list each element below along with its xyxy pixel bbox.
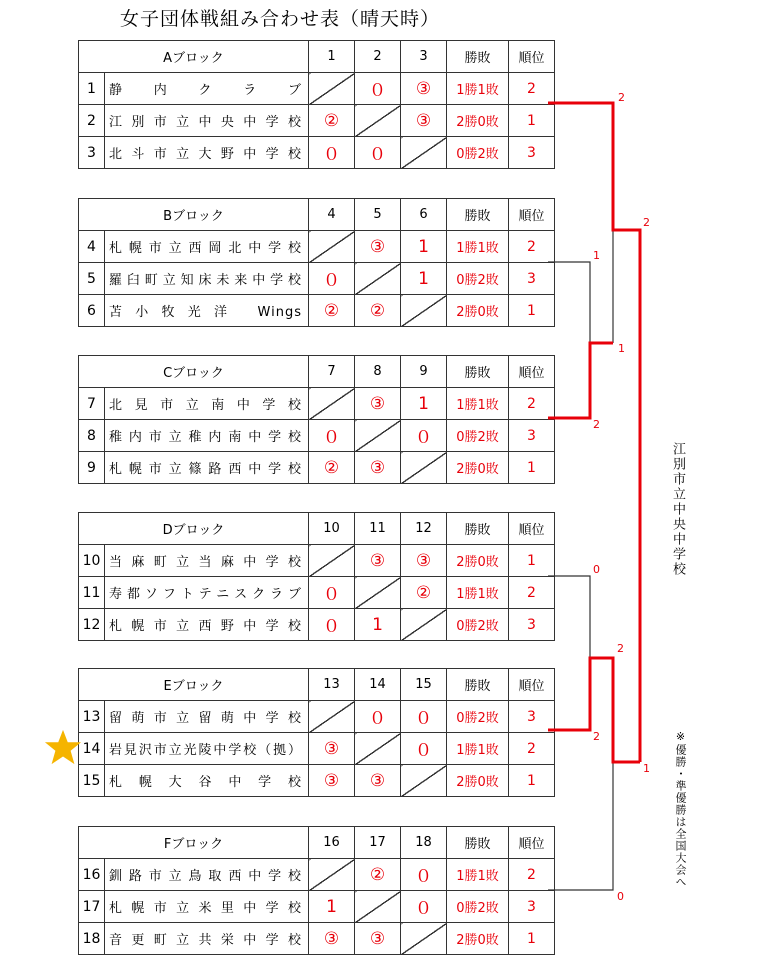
match-result: ② — [309, 452, 355, 484]
team-name: 札幌市立西野中学校 — [105, 609, 309, 641]
team-record: 1勝1敗 — [447, 859, 509, 891]
team-number: 13 — [79, 701, 105, 733]
team-rank: 3 — [509, 891, 555, 923]
column-number: 11 — [355, 513, 401, 545]
column-number: 5 — [355, 199, 401, 231]
team-number: 12 — [79, 609, 105, 641]
team-rank: 3 — [509, 420, 555, 452]
team-record: 0勝2敗 — [447, 420, 509, 452]
record-header: 勝敗 — [447, 669, 509, 701]
match-result: ② — [355, 859, 401, 891]
team-name: 北見市立南中学校 — [105, 388, 309, 420]
column-number: 17 — [355, 827, 401, 859]
match-result: ０ — [355, 137, 401, 169]
team-number: 18 — [79, 923, 105, 955]
bracket-win-c — [548, 343, 613, 418]
team-rank: 1 — [509, 545, 555, 577]
match-result: 1 — [355, 609, 401, 641]
team-name: 当麻町立当麻中学校 — [105, 545, 309, 577]
team-number: 5 — [79, 263, 105, 295]
team-number: 10 — [79, 545, 105, 577]
nationals-note: ※優勝・準優勝は全国大会へ — [674, 730, 687, 888]
team-number: 4 — [79, 231, 105, 263]
rank-header: 順位 — [509, 827, 555, 859]
match-result: ０ — [309, 263, 355, 295]
team-rank: 1 — [509, 765, 555, 797]
team-record: 2勝0敗 — [447, 923, 509, 955]
match-result: ③ — [355, 545, 401, 577]
team-record: 2勝0敗 — [447, 295, 509, 327]
team-number: 1 — [79, 73, 105, 105]
team-record: 0勝2敗 — [447, 609, 509, 641]
team-rank: 1 — [509, 105, 555, 137]
record-header: 勝敗 — [447, 827, 509, 859]
team-rank: 2 — [509, 859, 555, 891]
record-header: 勝敗 — [447, 356, 509, 388]
team-rank: 1 — [509, 295, 555, 327]
score-b: 1 — [593, 249, 600, 262]
bracket-line-b — [548, 262, 590, 343]
team-record: 2勝0敗 — [447, 765, 509, 797]
column-number: 3 — [401, 41, 447, 73]
team-record: 1勝1敗 — [447, 577, 509, 609]
team-rank: 2 — [509, 73, 555, 105]
team-record: 1勝1敗 — [447, 388, 509, 420]
team-rank: 1 — [509, 452, 555, 484]
match-result: ② — [309, 105, 355, 137]
block-name: Dブロック — [79, 513, 309, 545]
block-name: Eブロック — [79, 669, 309, 701]
team-rank: 2 — [509, 231, 555, 263]
rank-header: 順位 — [509, 356, 555, 388]
team-rank: 1 — [509, 923, 555, 955]
winner-label: 江別市立中央中学校 — [670, 442, 685, 577]
team-number: 17 — [79, 891, 105, 923]
match-result: ０ — [309, 577, 355, 609]
column-number: 18 — [401, 827, 447, 859]
match-result: ０ — [355, 73, 401, 105]
match-result: ③ — [401, 545, 447, 577]
team-record: 0勝2敗 — [447, 701, 509, 733]
match-result: ０ — [401, 891, 447, 923]
team-rank: 3 — [509, 263, 555, 295]
page-title: 女子団体戦組み合わせ表（晴天時） — [119, 8, 440, 30]
match-result: ０ — [355, 701, 401, 733]
bracket-line-final-lower — [548, 658, 613, 890]
column-number: 12 — [401, 513, 447, 545]
column-number: 10 — [309, 513, 355, 545]
column-number: 15 — [401, 669, 447, 701]
team-rank: 2 — [509, 577, 555, 609]
block-name: Bブロック — [79, 199, 309, 231]
match-result: ０ — [401, 859, 447, 891]
match-result: ③ — [309, 923, 355, 955]
match-result: ③ — [355, 923, 401, 955]
score-d: 0 — [593, 563, 600, 576]
team-number: 14 — [79, 733, 105, 765]
rank-header: 順位 — [509, 669, 555, 701]
team-record: 1勝1敗 — [447, 73, 509, 105]
match-result: ０ — [401, 701, 447, 733]
team-record: 0勝2敗 — [447, 137, 509, 169]
column-number: 16 — [309, 827, 355, 859]
team-record: 0勝2敗 — [447, 891, 509, 923]
team-name: 北斗市立大野中学校 — [105, 137, 309, 169]
bracket-line-d — [548, 576, 590, 658]
match-result: ０ — [401, 733, 447, 765]
column-number: 14 — [355, 669, 401, 701]
match-result: 1 — [309, 891, 355, 923]
match-result: ０ — [309, 609, 355, 641]
block-name: Cブロック — [79, 356, 309, 388]
column-number: 13 — [309, 669, 355, 701]
team-number: 16 — [79, 859, 105, 891]
team-rank: 2 — [509, 733, 555, 765]
team-name: 音更町立共栄中学校 — [105, 923, 309, 955]
match-result: 1 — [401, 388, 447, 420]
match-result: ③ — [355, 388, 401, 420]
team-name: 静 内 ク ラ ブ — [105, 73, 309, 105]
team-record: 0勝2敗 — [447, 263, 509, 295]
score-final-bottom: 1 — [643, 762, 650, 775]
rank-header: 順位 — [509, 199, 555, 231]
team-number: 2 — [79, 105, 105, 137]
team-name: 江別市立中央中学校 — [105, 105, 309, 137]
match-result: ０ — [309, 420, 355, 452]
team-name: 札幌市立西岡北中学校 — [105, 231, 309, 263]
match-result: ③ — [355, 452, 401, 484]
record-header: 勝敗 — [447, 199, 509, 231]
match-result: ０ — [401, 420, 447, 452]
match-result: ③ — [355, 231, 401, 263]
column-number: 1 — [309, 41, 355, 73]
team-rank: 2 — [509, 388, 555, 420]
bracket-win-e — [548, 658, 640, 762]
team-name: 羅臼町立知床未来中学校 — [105, 263, 309, 295]
rank-header: 順位 — [509, 513, 555, 545]
score-e: 2 — [593, 730, 600, 743]
column-number: 8 — [355, 356, 401, 388]
record-header: 勝敗 — [447, 513, 509, 545]
team-name: 苫小牧光洋 Wings — [105, 295, 309, 327]
team-name: 寿都ソフトテニスクラブ — [105, 577, 309, 609]
match-result: ② — [401, 577, 447, 609]
team-record: 1勝1敗 — [447, 733, 509, 765]
team-name: 札幌市立篠路西中学校 — [105, 452, 309, 484]
column-number: 7 — [309, 356, 355, 388]
score-c: 2 — [593, 418, 600, 431]
column-number: 9 — [401, 356, 447, 388]
team-number: 15 — [79, 765, 105, 797]
team-name: 稚内市立稚内南中学校 — [105, 420, 309, 452]
match-result: 1 — [401, 263, 447, 295]
team-name: 釧路市立鳥取西中学校 — [105, 859, 309, 891]
team-number: 3 — [79, 137, 105, 169]
match-result: 1 — [401, 231, 447, 263]
match-result: ③ — [309, 733, 355, 765]
record-header: 勝敗 — [447, 41, 509, 73]
block-name: Aブロック — [79, 41, 309, 73]
team-rank: 3 — [509, 609, 555, 641]
team-record: 1勝1敗 — [447, 231, 509, 263]
score-c-mid: 1 — [618, 342, 625, 355]
column-number: 6 — [401, 199, 447, 231]
team-record: 2勝0敗 — [447, 452, 509, 484]
match-result: ③ — [401, 105, 447, 137]
team-rank: 3 — [509, 137, 555, 169]
block-name: Fブロック — [79, 827, 309, 859]
score-a: 2 — [618, 91, 625, 104]
score-ab-final: 2 — [643, 216, 650, 229]
team-number: 7 — [79, 388, 105, 420]
match-result: ③ — [355, 765, 401, 797]
column-number: 2 — [355, 41, 401, 73]
team-number: 6 — [79, 295, 105, 327]
match-result: ② — [355, 295, 401, 327]
team-name: 札幌大谷中学校 — [105, 765, 309, 797]
column-number: 4 — [309, 199, 355, 231]
score-de: 2 — [617, 642, 624, 655]
team-record: 2勝0敗 — [447, 545, 509, 577]
team-name: 札幌市立米里中学校 — [105, 891, 309, 923]
match-result: ② — [309, 295, 355, 327]
match-result: ０ — [309, 137, 355, 169]
match-result: ③ — [309, 765, 355, 797]
team-rank: 3 — [509, 701, 555, 733]
star-icon — [44, 728, 82, 766]
rank-header: 順位 — [509, 41, 555, 73]
team-number: 8 — [79, 420, 105, 452]
match-result: ③ — [401, 73, 447, 105]
team-number: 11 — [79, 577, 105, 609]
team-number: 9 — [79, 452, 105, 484]
score-f: 0 — [617, 890, 624, 903]
team-name: 留萌市立留萌中学校 — [105, 701, 309, 733]
bracket-win-a — [548, 103, 640, 762]
team-record: 2勝0敗 — [447, 105, 509, 137]
team-name: 岩見沢市立光陵中学校（拠） — [105, 733, 309, 765]
